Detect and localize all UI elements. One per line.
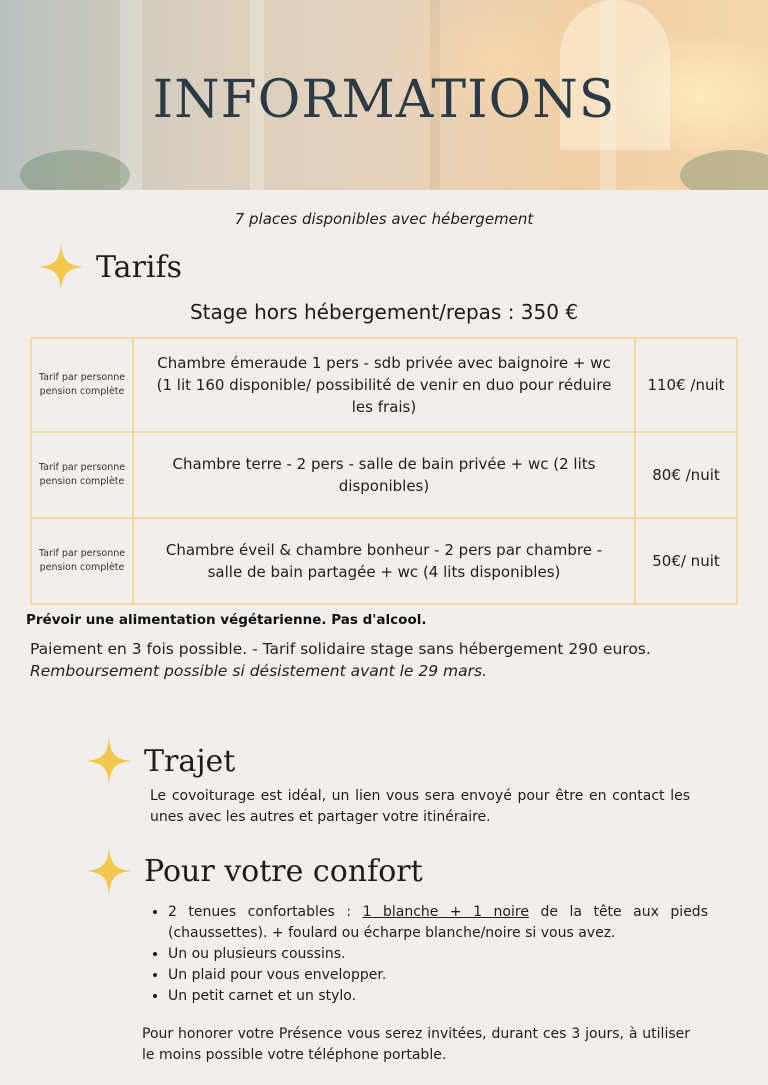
diet-note: Prévoir une alimentation végétarienne. Pas d'alcool. (26, 612, 427, 628)
payment-info (30, 638, 651, 682)
table-row (31, 338, 737, 432)
underlined-text: 1 blanche + 1 noire (362, 904, 529, 920)
room-description: Chambre éveil & chambre bonheur - 2 pers par chambre - salle de bain partagée + wc (4 lits disponibles) (133, 518, 635, 604)
banner-plant (680, 150, 768, 190)
closing-text: Pour honorer votre Présence vous serez invitées, durant ces 3 jours, à utiliser le moins possible votre téléphone portable. (142, 1026, 690, 1063)
list-item-text: 2 tenues confortables : (168, 904, 363, 920)
payment-text: Paiement en 3 fois possible. - Tarif solidaire stage sans hébergement 290 euros. (30, 640, 651, 658)
trajet-heading (86, 738, 235, 784)
header-banner (0, 0, 768, 190)
room-price: 110€ /nuit (635, 338, 737, 432)
list-item (168, 902, 708, 944)
room-description: Chambre émeraude 1 pers - sdb privée avec baignoire + wc (1 lit 160 disponible/ possibilité de venir en duo pour réduire les frais) (133, 338, 635, 432)
stage-price: Stage hors hébergement/repas : 350 € (189, 300, 579, 324)
room-description: Chambre terre - 2 pers - salle de bain privée + wc (2 lits disponibles) (133, 432, 635, 518)
list-item: • Un petit carnet et un stylo. (168, 986, 708, 1007)
banner-plant (20, 150, 130, 190)
confort-heading (86, 848, 423, 894)
rates-table (30, 337, 738, 605)
rate-label: Tarif par personne pension complète (31, 338, 133, 432)
confort-title: Pour votre confort (144, 853, 423, 889)
refund-text: Remboursement possible si désistement avant le 29 mars. (30, 662, 487, 680)
sparkle-icon (38, 244, 84, 290)
rate-label: Tarif par personne pension complète (31, 518, 133, 604)
list-item-text: de la tête aux pieds (chaussettes). + foulard ou écharpe blanche/noire si vous avez. (168, 904, 708, 941)
trajet-title: Trajet (144, 743, 236, 779)
sparkle-icon (86, 738, 132, 784)
trajet-text: Le covoiturage est idéal, un lien vous sera envoyé pour être en contact les unes avec les autres et partager votre itinéraire. (150, 788, 690, 825)
table-row (31, 518, 737, 604)
tarifs-heading (38, 244, 182, 290)
confort-list (150, 902, 708, 1007)
list-item: • Un ou plusieurs coussins. (168, 944, 708, 965)
sparkle-icon (86, 848, 132, 894)
table-row (31, 432, 737, 518)
page-title: INFORMATIONS (152, 70, 616, 130)
room-price: 50€/ nuit (635, 518, 737, 604)
places-subtitle: 7 places disponibles avec hébergement (234, 210, 534, 228)
list-item: • Un plaid pour vous envelopper. (168, 965, 708, 986)
tarifs-title: Tarifs (96, 249, 183, 285)
room-price: 80€ /nuit (635, 432, 737, 518)
rate-label: Tarif par personne pension complète (31, 432, 133, 518)
